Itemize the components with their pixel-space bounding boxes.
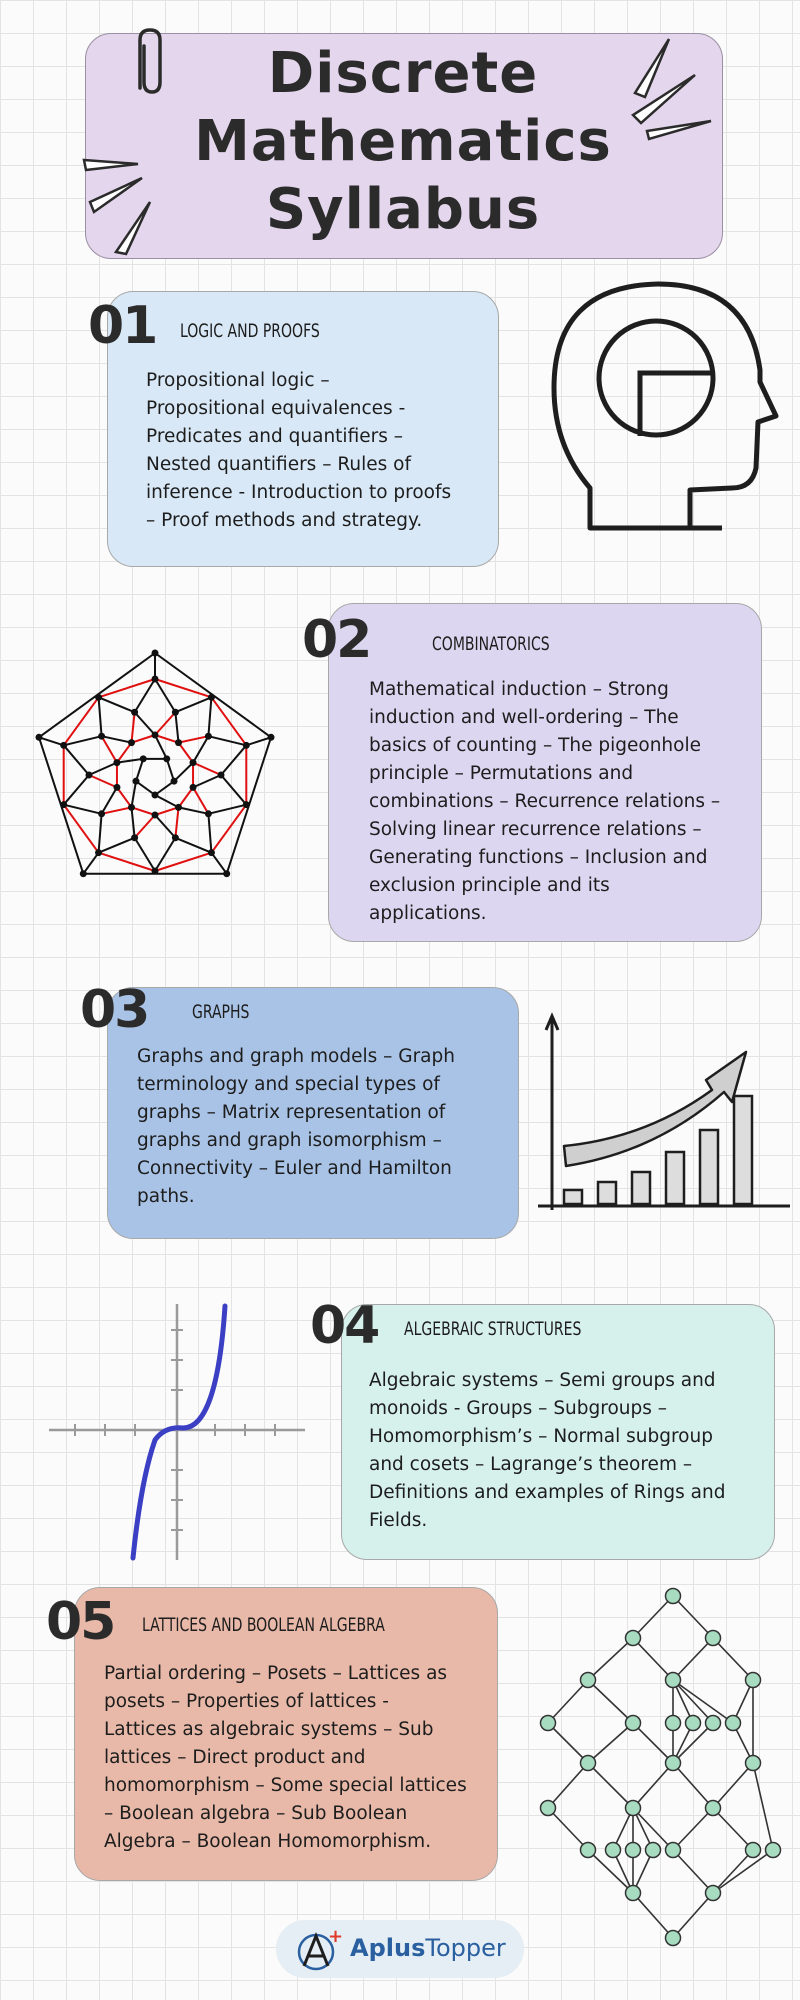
lattice-node — [666, 1931, 681, 1946]
page-title: Discrete Mathematics Syllabus — [194, 41, 612, 242]
graph-node — [152, 676, 159, 683]
graph-node — [171, 778, 178, 785]
graph-node — [218, 772, 225, 779]
lattice-node — [666, 1843, 681, 1858]
lattice-node — [706, 1716, 721, 1731]
lattice-node — [626, 1631, 641, 1646]
graph-node — [140, 755, 147, 762]
graph-node — [190, 784, 197, 791]
section-heading: LATTICES AND BOOLEAN ALGEBRA — [142, 1614, 385, 1636]
graph-network-icon — [25, 648, 285, 898]
graph-node — [98, 810, 105, 817]
section-heading: LOGIC AND PROOFS — [180, 320, 320, 342]
graph-node — [205, 810, 212, 817]
graph-node — [190, 759, 197, 766]
paperclip-icon — [128, 26, 168, 96]
lattice-node — [746, 1843, 761, 1858]
graph-node — [152, 732, 159, 739]
section-body: Algebraic systems – Semi groups and monoids - Groups – Subgroups – Homomorphism’s – Normal subgroup and cosets – Lagrange’s theorem – Definitions and examples of Rings and Fields. — [369, 1370, 726, 1531]
graph-node — [208, 849, 215, 856]
lattice-node — [766, 1843, 781, 1858]
lattice-node — [581, 1756, 596, 1771]
graph-node — [208, 694, 215, 701]
graph-node — [243, 742, 250, 749]
graph-node — [223, 870, 230, 877]
lattice-node — [706, 1886, 721, 1901]
logo-wordmark: AplusTopper — [350, 1934, 506, 1962]
lattice-node — [666, 1673, 681, 1688]
graph-node — [243, 801, 250, 808]
lattice-node — [706, 1801, 721, 1816]
section-number: 02 — [302, 610, 371, 670]
graph-node — [35, 734, 42, 741]
graph-node — [152, 650, 159, 657]
lattice-node — [746, 1673, 761, 1688]
graph-node — [172, 834, 179, 841]
graph-node — [163, 755, 170, 762]
lattice-node — [686, 1716, 701, 1731]
graph-node — [175, 804, 182, 811]
section-heading: ALGEBRAIC STRUCTURES — [404, 1318, 582, 1340]
lattice-diagram-icon — [528, 1588, 778, 1958]
graph-node — [131, 709, 138, 716]
decorative-spikes-icon — [625, 35, 715, 145]
graph-node — [95, 849, 102, 856]
lattice-node — [626, 1716, 641, 1731]
lattice-node — [626, 1843, 641, 1858]
graph-node — [131, 834, 138, 841]
graph-node — [113, 759, 120, 766]
graph-node — [172, 709, 179, 716]
bar-chart-arrow-icon — [536, 1010, 796, 1220]
graph-node — [128, 739, 135, 746]
graph-node — [86, 772, 93, 779]
graph-node — [152, 868, 159, 875]
graph-node — [80, 870, 87, 877]
graph-node — [60, 742, 67, 749]
graph-node — [60, 801, 67, 808]
lattice-node — [541, 1716, 556, 1731]
section-body: Partial ordering – Posets – Lattices as posets – Properties of lattices - Lattices as algebraic systems – Sub lattices – Direct product and homomorphism – Some special lattices – Boolean algebra – Sub Boolean Algebra – Boolean Homomorphism. — [104, 1663, 467, 1852]
graph-node — [95, 694, 102, 701]
lattice-node — [746, 1756, 761, 1771]
section-number: 05 — [46, 1592, 115, 1652]
lattice-node — [646, 1843, 661, 1858]
lattice-node — [581, 1843, 596, 1858]
section-number: 03 — [80, 980, 149, 1040]
section-body: Mathematical induction – Strong induction and well-ordering – The basics of counting – The pigeonhole principle – Permutations and combinations – Recurrence relations – Solving linear recurrence relations – Generating functions – Inclusion and exclusion principle and its applications. — [369, 679, 721, 924]
cubic-curve-icon — [45, 1300, 310, 1565]
graph-node — [175, 739, 182, 746]
graph-node — [113, 784, 120, 791]
section-number: 04 — [310, 1296, 379, 1356]
section-heading: GRAPHS — [192, 1001, 250, 1023]
lattice-node — [626, 1886, 641, 1901]
section-body: Graphs and graph models – Graph terminology and special types of graphs – Matrix representation of graphs and graph isomorphism – Connectivity – Euler and Hamilton paths. — [137, 1046, 455, 1207]
graph-node — [98, 733, 105, 740]
lattice-node — [706, 1631, 721, 1646]
lattice-node — [541, 1801, 556, 1816]
decorative-spikes-icon — [80, 150, 170, 260]
graph-node — [128, 804, 135, 811]
graph-node — [152, 812, 159, 819]
section-body: Propositional logic – Propositional equivalences - Predicates and quantifiers – Nested quantifiers – Rules of inference - Introduction to proofs – Proof methods and strategy. — [146, 370, 452, 531]
head-profile-icon — [548, 278, 778, 538]
svg-text:+: + — [328, 1926, 344, 1947]
section-number: 01 — [88, 296, 157, 356]
graph-node — [152, 792, 159, 799]
lattice-node — [606, 1843, 621, 1858]
lattice-node — [666, 1589, 681, 1604]
lattice-node — [626, 1801, 641, 1816]
lattice-node — [666, 1716, 681, 1731]
lattice-node — [726, 1716, 741, 1731]
lattice-node — [581, 1673, 596, 1688]
graph-node — [268, 734, 275, 741]
graph-node — [205, 733, 212, 740]
section-heading: COMBINATORICS — [432, 633, 550, 655]
logo-mark-icon — [294, 1928, 344, 1972]
graph-node — [132, 778, 139, 785]
lattice-node — [666, 1756, 681, 1771]
